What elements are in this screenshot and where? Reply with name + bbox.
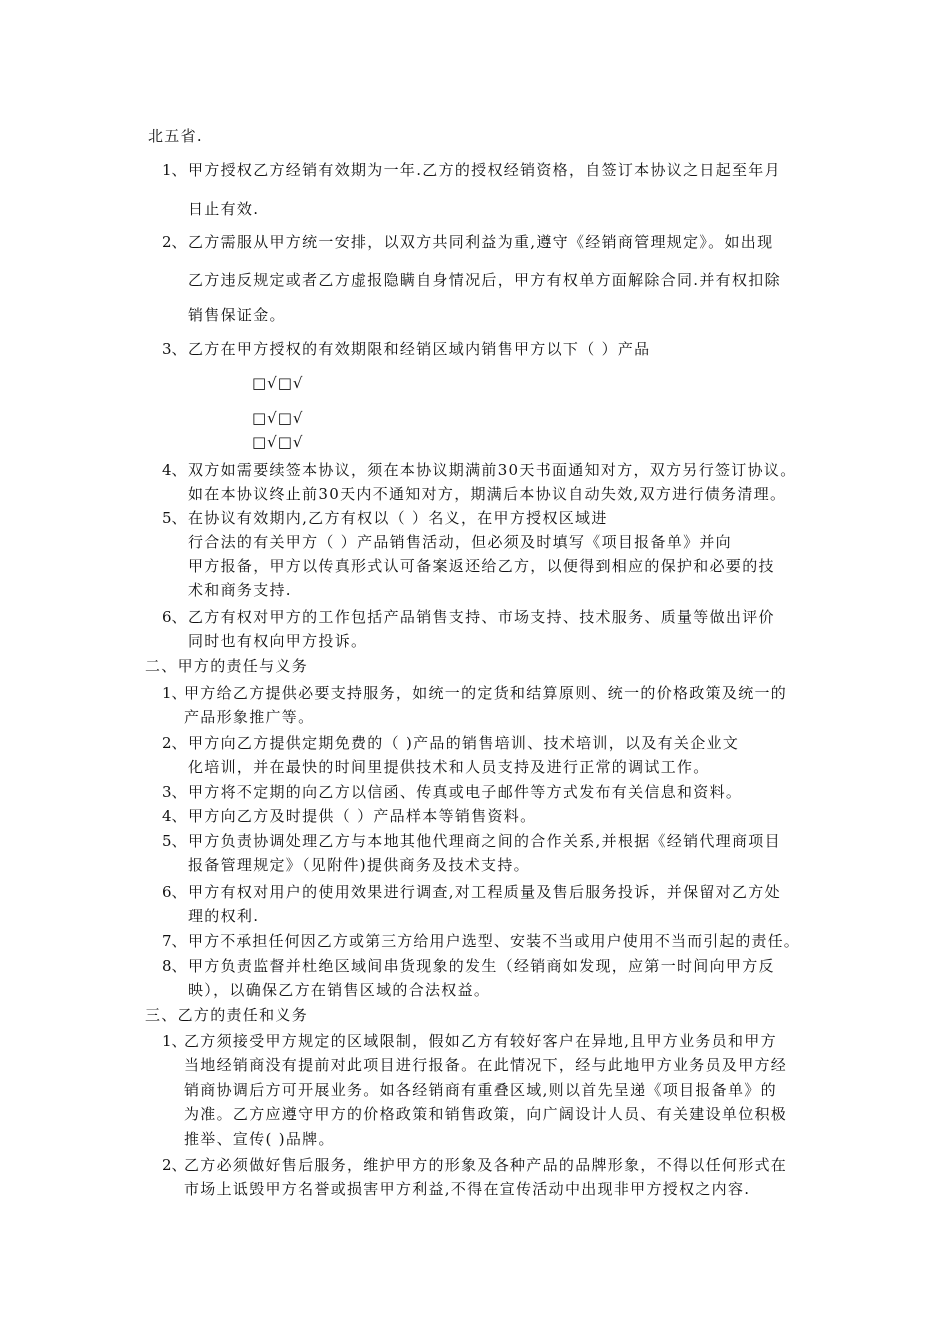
item-line: 为准。乙方应遵守甲方的价格政策和销售政策，向广阔设计人员、有关建设单位积极: [184, 1105, 788, 1123]
item-number: 4、: [162, 807, 187, 825]
item-line: 乙方违反规定或者乙方虚报隐瞒自身情况后，甲方有权单方面解除合同.并有权扣除: [188, 271, 781, 289]
section-heading: 二、甲方的责任与义务: [145, 657, 309, 675]
item-line: 乙方有权对甲方的工作包括产品销售支持、市场支持、技术服务、质量等做出评价: [188, 608, 775, 626]
item-number: 4、: [162, 461, 187, 479]
item-line: 日止有效.: [188, 200, 260, 218]
item-line: 销售保证金。: [188, 306, 286, 324]
item-number: 3、: [162, 783, 187, 801]
item-line: 甲方授权乙方经销有效期为一年.乙方的授权经销资格，自签订本协议之日起至年月: [188, 161, 781, 179]
item-line: 行合法的有关甲方（ ）产品销售活动，但必须及时填写《项目报备单》并向: [188, 533, 732, 551]
item-number: 7、: [162, 932, 187, 950]
item-number: 1、: [162, 1032, 187, 1050]
item-number: 5、: [162, 832, 187, 850]
item-line: 理的权利.: [188, 907, 260, 925]
item-line: 如在本协议终止前30天内不通知对方，期满后本协议自动失效,双方进行债务清理。: [188, 485, 787, 503]
item-line: 乙方在甲方授权的有效期限和经销区域内销售甲方以下（ ）产品: [188, 340, 651, 358]
item-line: 在协议有效期内,乙方有权以（ ）名义，在甲方授权区域进: [188, 509, 608, 527]
item-line: 甲方将不定期的向乙方以信函、传真或电子邮件等方式发布有关信息和资料。: [188, 783, 743, 801]
item-number: 6、: [162, 883, 187, 901]
item-line: 同时也有权向甲方投诉。: [188, 632, 368, 650]
item-number: 1、: [162, 684, 187, 702]
item-line: 当地经销商没有提前对此项目进行报备。在此情况下，经与此地甲方业务员及甲方经: [184, 1056, 788, 1074]
checkbox-row: □√□√: [252, 409, 304, 427]
item-line: 乙方需服从甲方统一安排，以双方共同利益为重,遵守《经销商管理规定》。如出现: [188, 233, 774, 251]
section-heading: 三、乙方的责任和义务: [145, 1006, 309, 1024]
item-line: 甲方有权对用户的使用效果进行调查,对工程质量及售后服务投诉，并保留对乙方处: [188, 883, 781, 901]
item-line: 乙方须接受甲方规定的区域限制，假如乙方有较好客户在异地,且甲方业务员和甲方: [184, 1032, 777, 1050]
item-line: 甲方不承担任何因乙方或第三方给用户选型、安装不当或用户使用不当而引起的责任。: [188, 932, 800, 950]
item-line: 甲方向乙方提供定期免费的（ )产品的销售培训、技术培训，以及有关企业文: [188, 734, 740, 752]
item-line: 乙方必须做好售后服务，维护甲方的形象及各种产品的品牌形象，不得以任何形式在: [184, 1156, 788, 1174]
item-number: 5、: [162, 509, 187, 527]
item-line: 甲方负责协调处理乙方与本地其他代理商之间的合作关系,并根据《经销代理商项目: [188, 832, 781, 850]
item-line: 甲方给乙方提供必要支持服务，如统一的定货和结算原则、统一的价格政策及统一的: [184, 684, 788, 702]
item-line: 甲方负责监督并杜绝区域间串货现象的发生（经销商如发现，应第一时间向甲方反: [188, 957, 775, 975]
item-number: 8、: [162, 957, 187, 975]
item-line: 市场上诋毁甲方名誉或损害甲方利益,不得在宣传活动中出现非甲方授权之内容.: [184, 1180, 751, 1198]
item-number: 2、: [162, 1156, 187, 1174]
checkbox-row: □√□√: [252, 433, 304, 451]
item-line: 销商协调后方可开展业务。如各经销商有重叠区域,则以首先呈递《项目报备单》的: [184, 1081, 777, 1099]
item-line: 推举、宣传( )品牌。: [184, 1130, 335, 1148]
intro-text: 北五省.: [148, 127, 203, 145]
item-number: 1、: [162, 161, 187, 179]
item-line: 甲方报备，甲方以传真形式认可备案返还给乙方，以便得到相应的保护和必要的技: [188, 557, 775, 575]
item-number: 3、: [162, 340, 187, 358]
item-number: 6、: [162, 608, 187, 626]
item-line: 双方如需要续签本协议，须在本协议期满前30天书面通知对方，双方另行签订协议。: [188, 461, 797, 479]
item-line: 产品形象推广等。: [184, 708, 315, 726]
item-number: 2、: [162, 734, 187, 752]
item-line: 映），以确保乙方在销售区域的合法权益。: [188, 981, 491, 999]
item-number: 2、: [162, 233, 187, 251]
item-line: 报备管理规定》（见附件)提供商务及技术支持。: [188, 856, 530, 874]
item-line: 甲方向乙方及时提供（ ）产品样本等销售资料。: [188, 807, 537, 825]
item-line: 术和商务支持.: [188, 581, 292, 599]
checkbox-row: □√□√: [252, 374, 304, 392]
item-line: 化培训，并在最快的时间里提供技术和人员支持及进行正常的调试工作。: [188, 758, 710, 776]
